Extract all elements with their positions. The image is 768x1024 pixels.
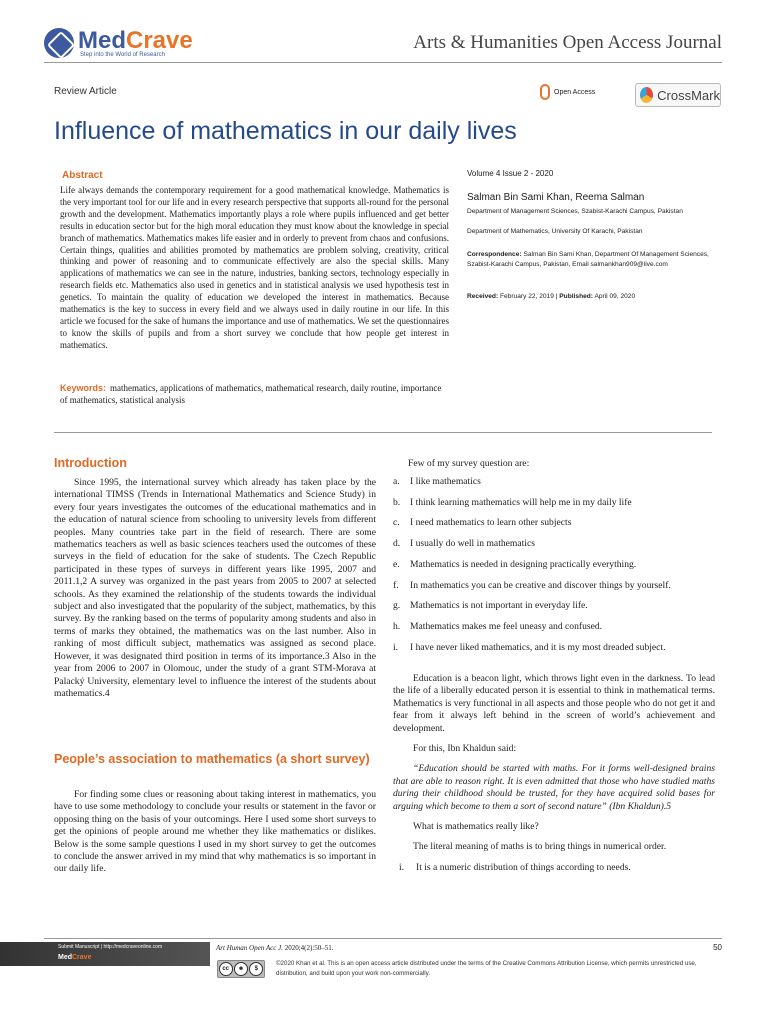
question-paragraph: What is mathematics really like? [413,821,539,833]
list-item: h. Mathematics makes me feel uneasy and confused. [393,620,603,632]
license-text: ©2020 Khan et al. This is an open access article distributed under the terms of the Creative Commons Attribution License, which permits unrestricted use, distribution, and build upon your work non-commercially. [276,960,697,977]
correspondence-text: Salman Bin Sami Khan, Department Of Management Sciences, Szabist-Karachi Campus, Pakistan, Email salmankhan909@live.com [467,251,709,268]
logo-tagline: Step into the World of Research [80,52,165,58]
logo-accent-text: Crave [126,27,193,54]
published-label: Published: [559,293,593,300]
open-access-badge[interactable] [540,84,595,100]
list-item: c. I need mathematics to learn other subjects [393,517,572,529]
abstract-heading: Abstract [62,170,103,181]
correspondence [467,250,712,270]
affiliation-2: Department of Mathematics, University Of Karachi, Pakistan [467,228,643,235]
introduction-text: Since 1995, the international survey which already has taken place by the international TIMSS (Trends in International Mathematics and Science Study) in every four years investigates the outcomes of the educational mathematics and in the education of natural science from schooling to university levels from different peoples. Many countries take part in the field of research. There are some mathematics teachers as well as basic sciences teachers used the outcomes of these surveys in the field of education for the sake of students. The Czech Republic participated in these types of surveys in different years like 1995, 2007 and 2011.1,2 A survey was organized in the past years from 2005 to 2007 at selected schools. As they examined the relationship of the students towards the individual subject and also investigated that the popularity of the subject, mathematics, by this survey. By the ranking based on the terms of popularity among students and also in terms of marks they obtained, the mathematics was on the last number. Also in ranking of most difficult subject, mathematics was assigned as second place. However, it was designated third position in terms of its importance.3 Also in the year from 2006 to 2007 in Olomouc, under the study of a grant STM-Morava at Palacký University, elementary level to influence the interest of the students about mathematics.4 [54,477,376,699]
volume-issue: Volume 4 Issue 2 - 2020 [467,169,554,178]
association-section [54,789,376,876]
survey-question-list [393,476,715,662]
list-item: e. Mathematics is needed in designing practically everything. [393,558,637,570]
list-item: d. I usually do well in mathematics [393,538,535,550]
open-access-lock-icon [540,84,550,100]
creative-commons-badge[interactable] [217,960,265,978]
crossmark-icon [640,87,653,103]
article-title: Influence of mathematics in our daily lives [54,117,517,145]
correspondence-label: Correspondence: [467,251,522,258]
nc-icon: $ [249,962,263,976]
list-item: i. It is a numeric distribution of things according to needs. [399,861,631,873]
page-number: 50 [713,943,722,952]
list-item: a. I like mathematics [393,476,481,487]
list-item: g. Mathematics is not important in everyday life. [393,600,588,612]
list-item: i. I have never liked mathematics, and it is my most dreaded subject. [393,641,666,653]
ibn-khaldun-intro: For this, Ibn Khaldun said: [413,743,517,755]
footer-divider [44,938,722,939]
article-type: Review Article [54,86,117,97]
survey-discussion [393,673,715,883]
received-label: Received: [467,293,499,300]
keywords [60,382,450,406]
cc-icon: cc [219,962,233,976]
published-date: April 09, 2020 [594,293,636,300]
citation [216,944,334,952]
header-divider [44,62,722,63]
submit-manuscript-link[interactable]: Submit Manuscript | http://medcraveonline.com [58,944,163,950]
received-date: February 22, 2019 [500,293,554,300]
medcrave-emblem-icon [44,28,74,58]
open-access-label: Open Access [554,88,596,96]
by-icon: ☻ [234,962,248,976]
introduction-section [54,477,376,700]
publisher-logo[interactable] [44,28,193,58]
list-item: b. I think learning mathematics will help me in my daily life [393,496,632,508]
keywords-label: Keywords: [60,383,107,393]
keywords-text: mathematics, applications of mathematics, mathematical research, daily routine, importance of mathematics, statistical analysis [60,383,442,405]
introduction-heading: Introduction [54,456,127,470]
association-heading: People’s association to mathematics (a short survey) [54,752,370,766]
citation-details: 2020;4(2):50‒51. [284,944,334,952]
literal-meaning-paragraph: The literal meaning of maths is to bring things in numerical order. [413,841,667,853]
crossmark-label: CrossMark [657,87,720,103]
citation-journal: Art Human Open Acc J. [216,944,283,952]
affiliation-1: Department of Management Sciences, Szabist-Karachi Campus, Pakistan [467,208,683,215]
crossmark-button[interactable] [635,83,721,107]
abstract-divider [54,432,712,433]
dates: Received: February 22, 2019 | Published: April 09, 2020 [467,293,636,300]
list-item: f. In mathematics you can be creative and discover things by yourself. [393,579,671,591]
survey-intro: Few of my survey question are: [408,458,530,469]
journal-name: Arts & Humanities Open Access Journal [413,32,722,53]
authors: Salman Bin Sami Khan, Reema Salman [467,192,645,203]
logo-main-text: Med [78,27,126,54]
education-paragraph: Education is a beacon light, which throws light even in the darkness. To lead the life of a liberally educated person it is essential to think in mathematical terms. Mathematics is very functional in all aspects and those people who do not get it and fear from it always left behind in the screen of world’s achievement and development. [393,673,715,734]
ibn-khaldun-quote: “Education should be started with maths. For it forms well-designed brains that are able to reason right. It is even admitted that those who have studied maths during their childhood should be trusted, for they have acquired solid bases for arguing which become to them a sort of second nature” (Ibn Khaldun).5 [393,763,715,812]
association-text: For finding some clues or reasoning about taking interest in mathematics, you have to use some methodology to conclude your results or statement in the favor or opposing thing on the basis of your outcomings. Here I used some short surveys to get the opinions of people around me whether they like mathematics or dislikes. Below is the some sample questions I used in my short survey to get the outcomes to conclude the answer arrived in my mind that why mathematics is so important in our daily life. [54,789,376,875]
footer-logo: MedCrave [58,954,92,961]
abstract-text: Life always demands the contemporary requirement for a good mathematical knowledge. Mathematics is the very important tool for our life and in every research perspective that supports all-round for the personal growth and the development. Mathematics importantly plays a role where pupils influenced and get better results in education sector but for the high moral education they must know about the knowledge in special branch of mathematics. Mathematics makes life easier and in orderly to prevent from chaos and confusions. Certain things, qualities and abilities promoted by mathematics are problem solving, creativity, critical thinking and power of reasoning and to communicate effectively are also the special skills. Many applications of mathematics we can see in the nature, industries, banking sectors, technology especially in research fields etc. Mathematics also used in genetics and in statistical analysis we used hypothesis test in genetics. To maintain the quality of education we developed the interest in mathematics. Because mathematics is the key to success in every field and we always used in daily routine in our life. In this article we focused for the sake of humans the importance and use of mathematics. We set the questionnaires to know the skills of pupils and from a short survey we conclude that how people get interest in mathematics. [60,185,449,350]
